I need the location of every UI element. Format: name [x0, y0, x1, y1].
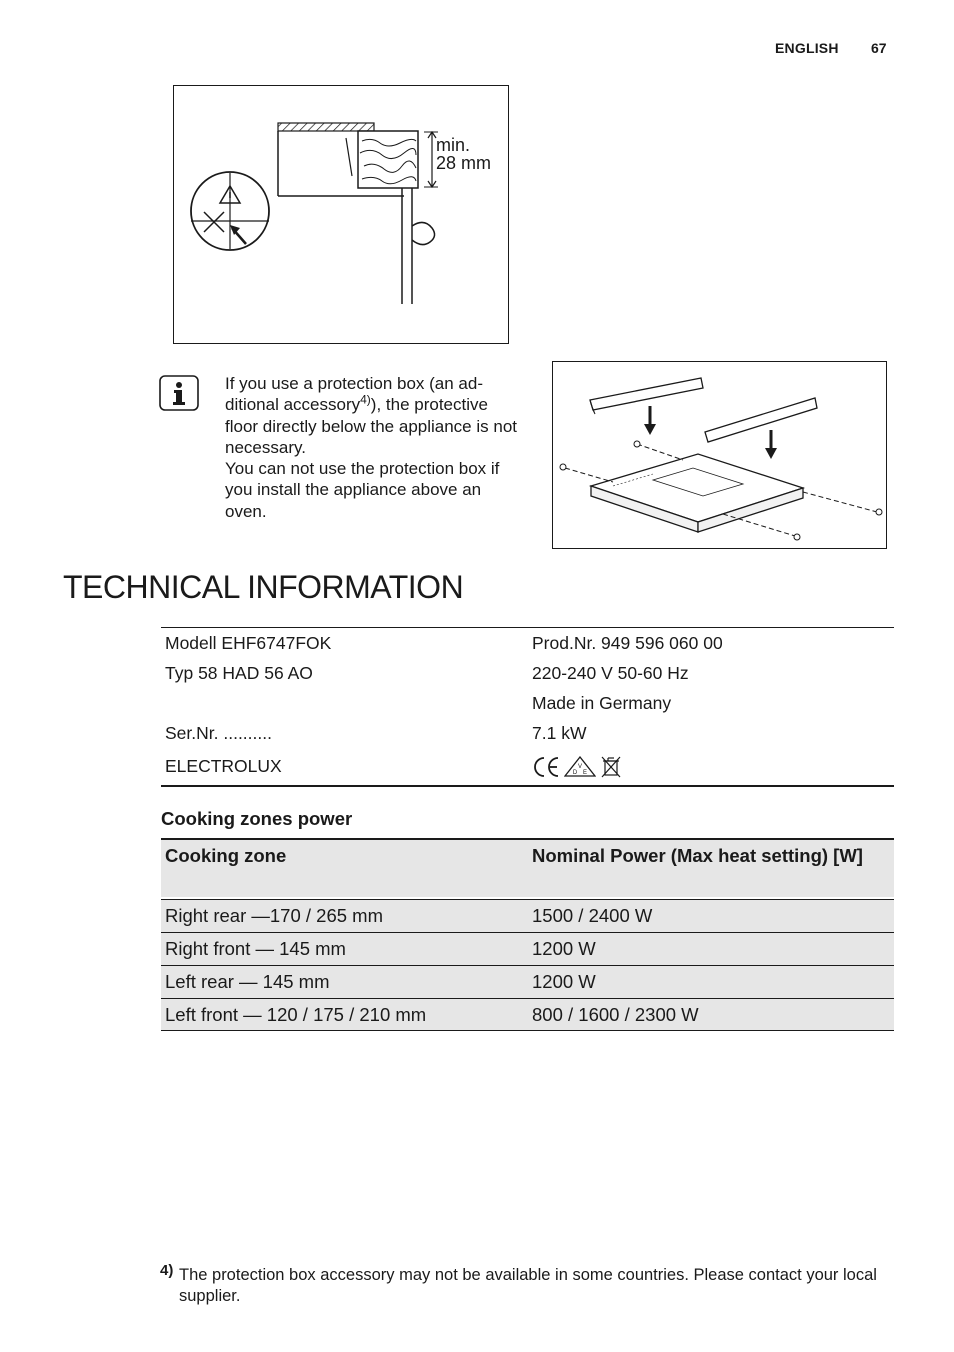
certification-marks [528, 755, 894, 779]
zone-cell: Right front — 145 mm [165, 938, 346, 959]
table-cell: 7.1 kW [532, 722, 587, 743]
table-row [161, 628, 894, 658]
table-row [161, 688, 894, 718]
table-row [161, 932, 894, 965]
clearance-diagram [173, 85, 509, 344]
table-cell: Modell EHF6747FOK [165, 632, 332, 653]
info-note [225, 373, 517, 522]
info-note-text-1: If you use a protection box (an ad-ditional accessory [225, 374, 483, 415]
table-row [161, 658, 894, 688]
info-note-text-2: ), the protective floor directly below the appliance is not necessary. [225, 395, 517, 457]
svg-text:D: D [572, 769, 578, 776]
zone-cell: Right rear —170 / 265 mm [165, 905, 383, 926]
protection-box-drawing [553, 362, 886, 548]
table-row [161, 718, 894, 748]
clearance-value-label: 28 mm [436, 153, 492, 173]
page-number: 67 [871, 40, 887, 56]
table-row [161, 998, 894, 1031]
zone-cell: Left front — 120 / 175 / 210 mm [165, 1003, 427, 1025]
power-cell: 800 / 1600 / 2300 W [532, 1003, 699, 1025]
table-cell: 220-240 V 50-60 Hz [532, 662, 689, 683]
column-header-power: Nominal Power (Max heat setting) [W] [532, 845, 863, 866]
info-note-paragraph-2: You can not use the protection box if you install the appliance above an oven. [225, 459, 500, 521]
svg-text:E: E [582, 769, 588, 776]
protection-box-diagram [552, 361, 887, 549]
table-row [161, 965, 894, 998]
table-cell: Ser.Nr. .......... [165, 722, 272, 743]
cooking-zones-table [161, 838, 894, 1031]
table-row [161, 748, 894, 785]
info-note-paragraph-1 [225, 373, 517, 458]
technical-data-table [161, 627, 894, 787]
vde-mark-icon [564, 756, 596, 778]
info-icon [159, 375, 199, 411]
footnote-text: The protection box accessory may not be available in some countries. Please contact your local supplier. [179, 1266, 877, 1305]
clearance-min-label: min. [436, 135, 471, 155]
brand-name: ELECTROLUX [165, 756, 282, 776]
power-cell: 1200 W [532, 971, 596, 992]
footnote-mark: 4) [160, 1262, 174, 1279]
power-cell: 1500 / 2400 W [532, 905, 653, 926]
zone-cell: Left rear — 145 mm [165, 971, 330, 992]
table-cell: Prod.Nr. 949 596 060 00 [532, 632, 723, 653]
column-header-zone: Cooking zone [165, 845, 287, 866]
table-row [161, 899, 894, 932]
power-cell: 1200 W [532, 938, 596, 959]
table-cell: Made in Germany [532, 692, 672, 713]
weee-bin-icon [600, 755, 622, 779]
header-language: ENGLISH [775, 40, 839, 56]
cooking-zones-title: Cooking zones power [161, 808, 353, 829]
footnote-reference: 4) [360, 392, 371, 407]
table-cell: Typ 58 HAD 56 AO [165, 662, 313, 683]
clearance-drawing [174, 86, 508, 343]
svg-text:V: V [577, 763, 583, 770]
table-header-row [161, 840, 894, 899]
ce-mark-icon [532, 756, 560, 778]
section-title: TECHNICAL INFORMATION [63, 569, 464, 605]
